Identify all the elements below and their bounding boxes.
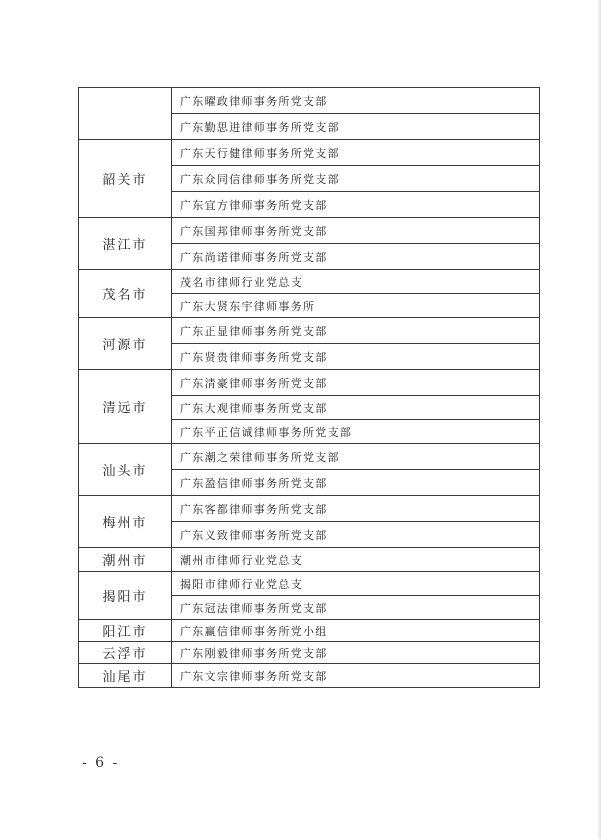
city-cell: 梅州市 <box>79 496 172 548</box>
firm-cell: 广东盈信律师事务所党支部 <box>172 470 540 496</box>
city-cell: 云浮市 <box>79 642 172 664</box>
firm-cell: 广东冠法律师事务所党支部 <box>172 596 540 620</box>
firm-cell: 广东贤贵律师事务所党支部 <box>172 344 540 370</box>
firm-cell: 广东国邦律师事务所党支部 <box>172 218 540 244</box>
firm-cell: 揭阳市律师行业党总支 <box>172 572 540 596</box>
table-row <box>79 318 540 344</box>
city-cell: 汕头市 <box>79 444 172 496</box>
firm-cell: 广东曜政律师事务所党支部 <box>172 88 540 114</box>
city-cell: 潮州市 <box>79 548 172 572</box>
firm-cell: 广东天行健律师事务所党支部 <box>172 140 540 166</box>
firm-cell: 广东刚毅律师事务所党支部 <box>172 642 540 664</box>
table-row <box>79 218 540 244</box>
firm-cell: 广东平正信诚律师事务所党支部 <box>172 420 540 444</box>
firm-cell: 广东文宗律师事务所党支部 <box>172 664 540 688</box>
table-row <box>79 642 540 664</box>
city-cell <box>79 88 172 140</box>
law-firm-party-branch-table <box>78 87 540 688</box>
firm-cell: 广东大观律师事务所党支部 <box>172 396 540 420</box>
firm-cell: 潮州市律师行业党总支 <box>172 548 540 572</box>
city-cell: 河源市 <box>79 318 172 370</box>
table-row <box>79 444 540 470</box>
firm-cell: 广东众同信律师事务所党支部 <box>172 166 540 192</box>
firm-cell: 广东清豪律师事务所党支部 <box>172 370 540 396</box>
firm-cell: 广东潮之荣律师事务所党支部 <box>172 444 540 470</box>
firm-cell: 广东正显律师事务所党支部 <box>172 318 540 344</box>
firm-cell: 广东大贤东宇律师事务所 <box>172 294 540 318</box>
table-row <box>79 370 540 396</box>
city-cell: 清远市 <box>79 370 172 444</box>
firm-cell: 广东尚诺律师事务所党支部 <box>172 244 540 270</box>
table-row <box>79 496 540 522</box>
city-cell: 阳江市 <box>79 620 172 642</box>
city-cell: 茂名市 <box>79 270 172 318</box>
table-row <box>79 548 540 572</box>
table-row <box>79 88 540 114</box>
firm-cell: 广东客都律师事务所党支部 <box>172 496 540 522</box>
page-number: - 6 - <box>82 755 120 771</box>
city-cell: 湛江市 <box>79 218 172 270</box>
firm-cell: 广东义致律师事务所党支部 <box>172 522 540 548</box>
firm-cell: 广东勤思进律师事务所党支部 <box>172 114 540 140</box>
table-row <box>79 140 540 166</box>
table-row <box>79 572 540 596</box>
firm-cell: 广东宜方律师事务所党支部 <box>172 192 540 218</box>
table-row <box>79 270 540 294</box>
firm-cell: 茂名市律师行业党总支 <box>172 270 540 294</box>
firm-cell: 广东赢信律师事务所党小组 <box>172 620 540 642</box>
city-cell: 韶关市 <box>79 140 172 218</box>
city-cell: 揭阳市 <box>79 572 172 620</box>
city-cell: 汕尾市 <box>79 664 172 688</box>
table-row <box>79 620 540 642</box>
table-row <box>79 664 540 688</box>
